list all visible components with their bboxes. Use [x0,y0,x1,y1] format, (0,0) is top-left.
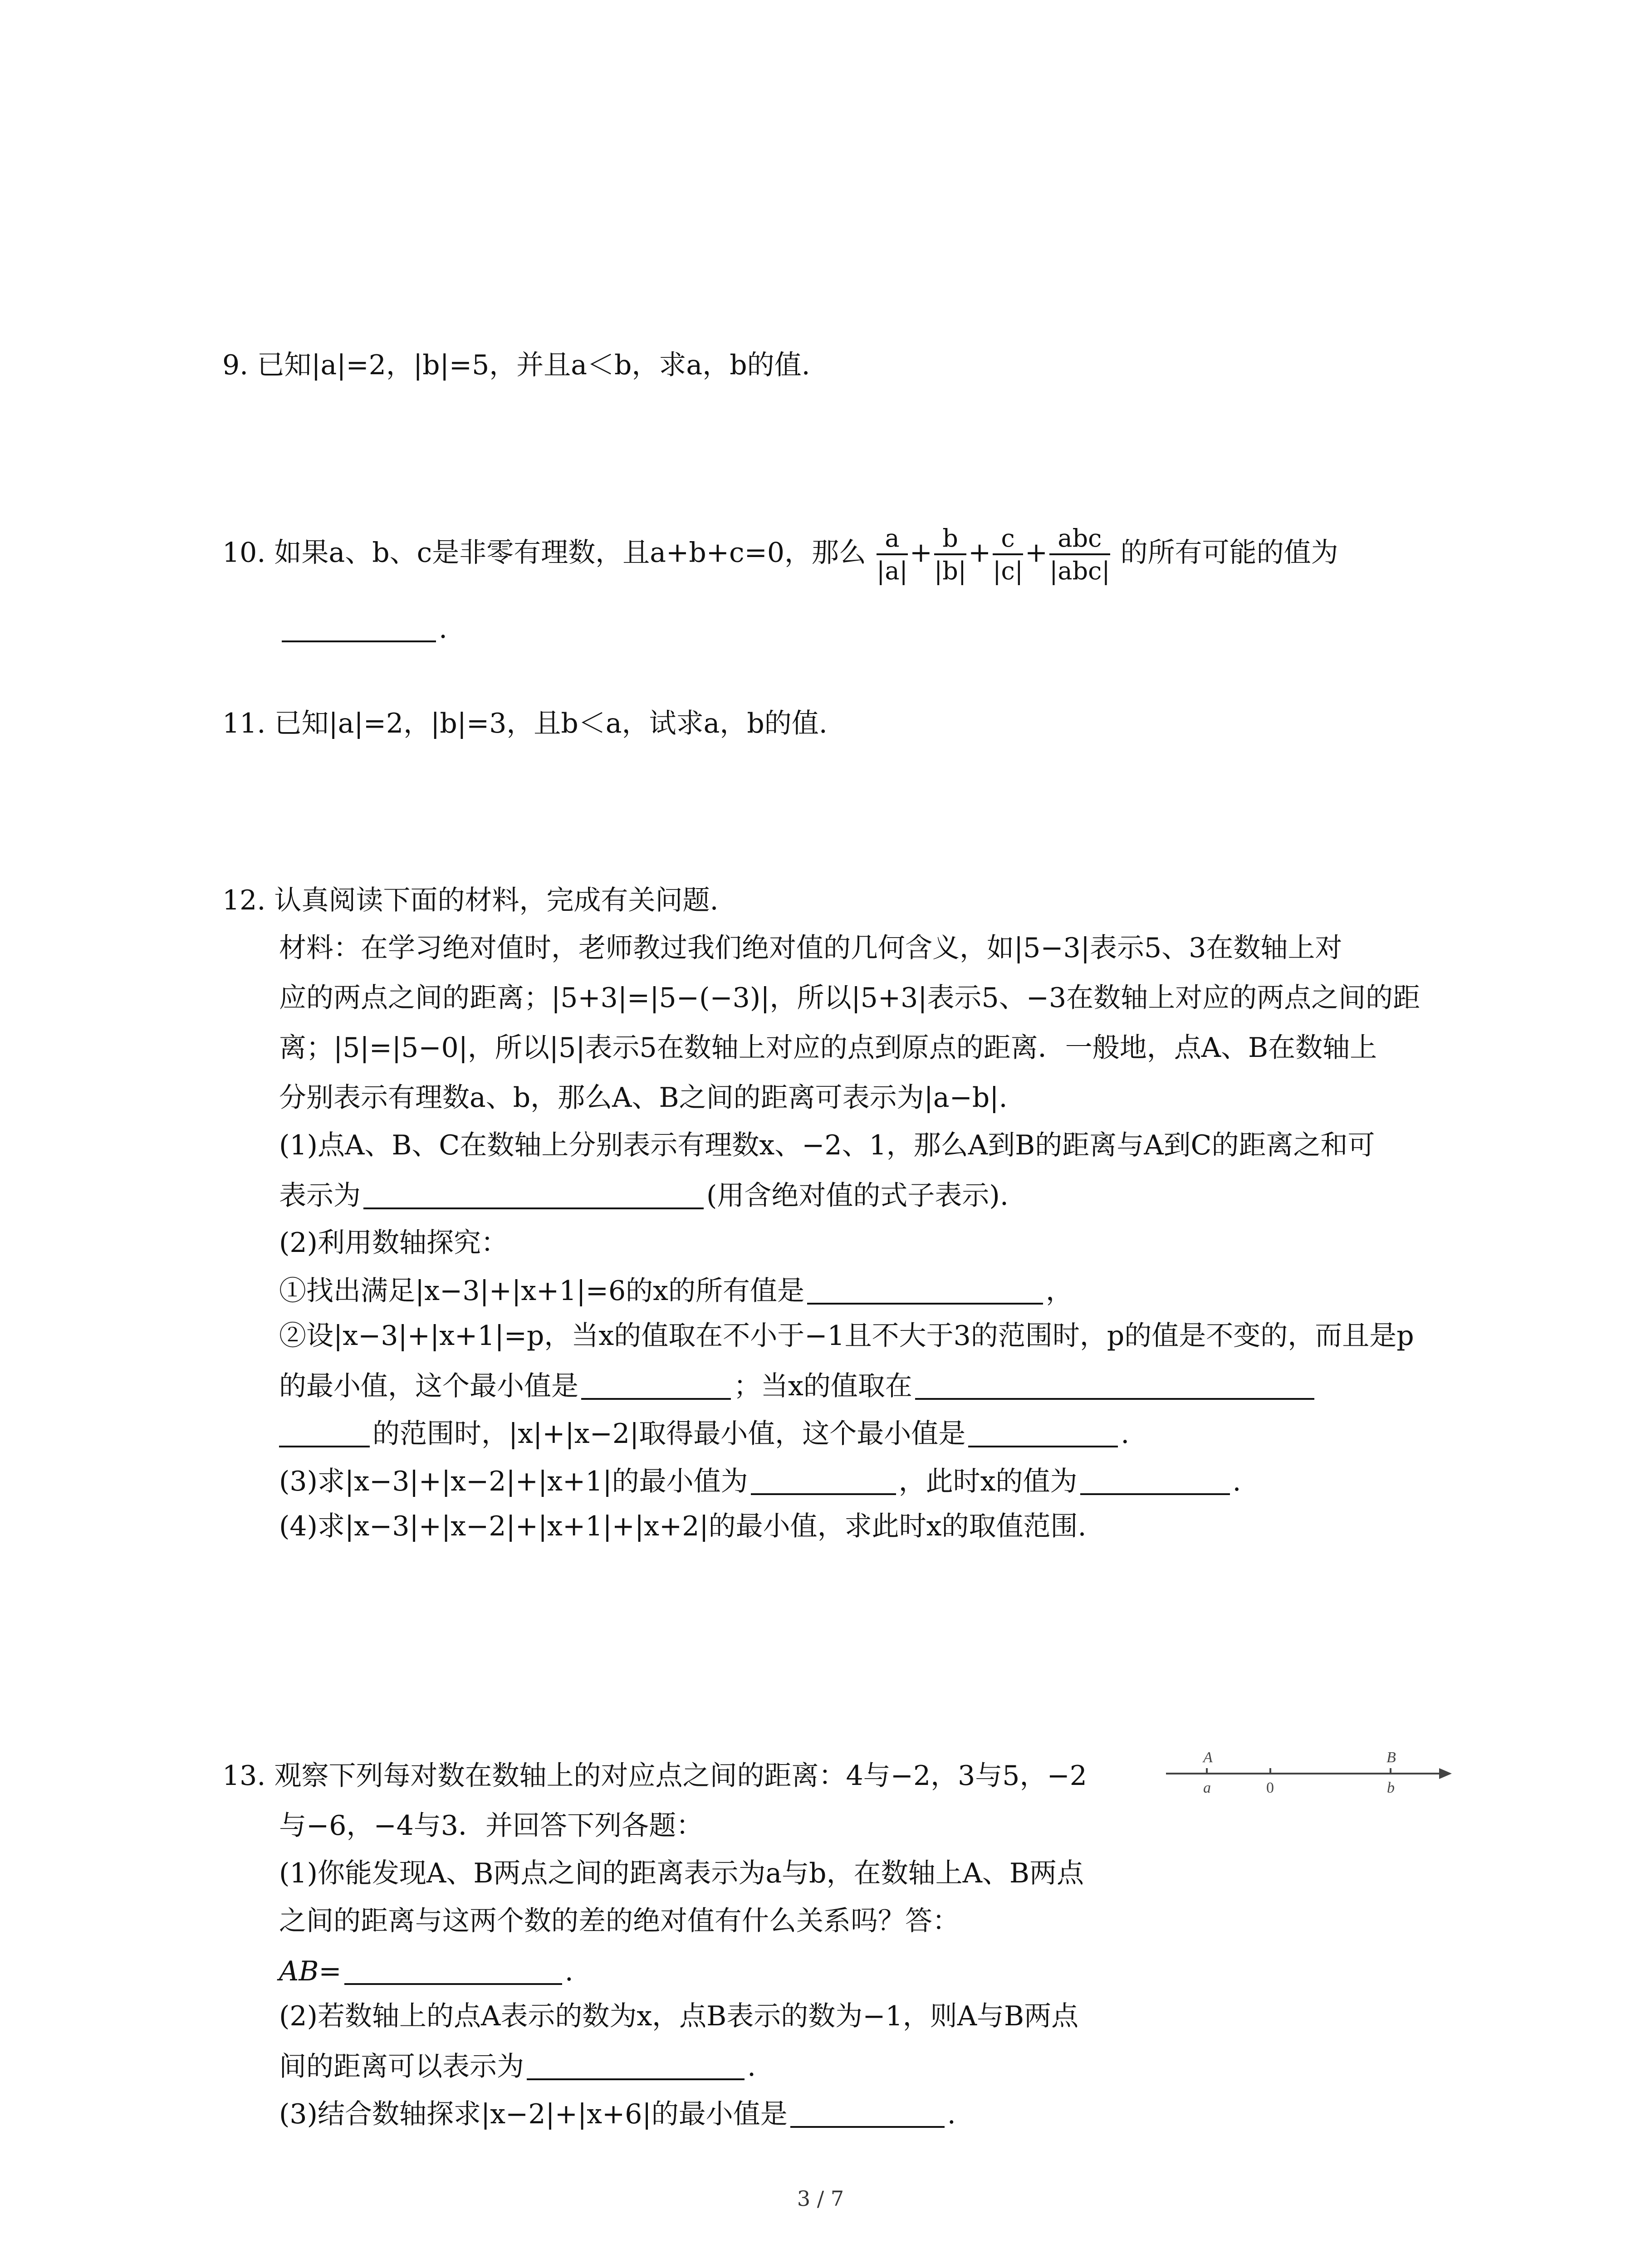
q13-part1: (1)你能发现A、B两点之间的距离表示为a与b，在数轴上A、B两点 [279,1857,1084,1889]
q12-part2-2: ②设|x−3|+|x+1|=p，当x的值取在不小于−1且不大于3的范围时，p的值是不变的，而且是p [279,1320,1414,1352]
q10-suffix: 的所有可能的值为 [1120,537,1338,569]
answer-blank[interactable] [363,1179,704,1209]
q12-material-line: 分别表示有理数a、b，那么A、B之间的距离可表示为|a−b|. [279,1082,1008,1114]
answer-blank[interactable] [581,1370,731,1400]
fraction-b: $\frac{b}{|b|}$ [934,524,966,585]
q13-part2: (2)若数轴上的点A表示的数为x，点B表示的数为−1，则A与B两点 [279,2000,1079,2032]
number-line-figure [1161,1742,1456,1805]
q13-line: 之间的距离与这两个数的差的绝对值有什么关系吗？答： [279,1905,960,1937]
question-11: 11. 已知|a|=2，|b|=3，且b＜a，试求a，b的值. [222,708,828,739]
answer-blank[interactable] [279,1418,370,1447]
q12-part3: (3)求|x−3|+|x−2|+|x+1|的最小值为 ，此时x的值为 . [279,1466,1241,1497]
answer-blank[interactable] [968,1418,1118,1447]
label-a: a [1203,1779,1211,1796]
answer-blank[interactable] [282,612,436,642]
plus: + [968,537,991,569]
q12-part1: (1)点A、B、C在数轴上分别表示有理数x、−2、1，那么A到B的距离与A到C的距离之和可 [279,1129,1375,1161]
answer-blank[interactable] [790,2098,945,2128]
fraction-a: $\frac{a}{|a|}$ [877,524,908,585]
answer-blank[interactable] [527,2050,745,2080]
q10-answer-line: . [279,612,447,642]
q12-part2-1: ①找出满足|x−3|+|x+1|=6的x的所有值是 ， [279,1275,1073,1307]
page-number: 3 / 7 [797,2186,844,2211]
q13-part1-answer: AB= . [279,1955,573,1987]
q12-part2: (2)利用数轴探究： [279,1227,508,1259]
q13-part3: (3)结合数轴探求|x−2|+|x+6|的最小值是 . [279,2098,956,2130]
label-A: A [1203,1749,1213,1766]
arrow-head-icon [1439,1768,1452,1779]
question-9: 9. 已知|a|=2，|b|=5，并且a＜b，求a，b的值. [222,349,810,381]
label-0: 0 [1266,1779,1274,1796]
q13-part2-answer: 间的距离可以表示为 . [279,2051,756,2082]
q12-part4: (4)求|x−3|+|x−2|+|x+1|+|x+2|的最小值，求此时x的取值范围. [279,1510,1087,1542]
q12-part2-2-c: 的范围时，|x|+|x−2|取得最小值，这个最小值是 . [279,1418,1129,1447]
plus: + [909,537,933,569]
q12-part1-answer: 表示为 (用含绝对值的式子表示). [279,1180,1009,1212]
answer-blank[interactable] [807,1275,1043,1305]
label-B: B [1386,1749,1396,1766]
question-13: 13. 观察下列每对数在数轴上的对应点之间的距离：4与−2，3与5，−2 [222,1760,1087,1792]
fraction-abc: $\frac{\text{abc}}{\text{|abc|}}$ [1049,524,1110,585]
q12-part2-2-b: 的最小值，这个最小值是 ；当x的值取在 [279,1370,1317,1400]
fraction-c: $\frac{c}{|c|}$ [993,524,1023,585]
question-10 [222,526,1338,583]
q12-material-line: 离；|5|=|5−0|，所以|5|表示5在数轴上对应的点到原点的距离．一般地，点A、B在数轴上 [279,1032,1377,1064]
answer-blank[interactable] [915,1370,1314,1400]
answer-blank[interactable] [751,1465,896,1495]
q12-material-line: 材料：在学习绝对值时，老师教过我们绝对值的几何含义，如|5−3|表示5、3在数轴上对 [279,932,1342,964]
q13-line: 与−6，−4与3．并回答下列各题： [279,1810,704,1842]
plus: + [1024,537,1048,569]
answer-blank[interactable] [1080,1465,1230,1495]
question-12-title: 12. 认真阅读下面的材料，完成有关问题. [222,885,719,916]
label-b: b [1387,1779,1395,1796]
q12-material-line: 应的两点之间的距离；|5+3|=|5−(−3)|，所以|5+3|表示5、−3在数轴上对应的两点之间的距 [279,982,1421,1014]
q10-prefix: 10. 如果a、b、c是非零有理数，且a+b+c=0，那么 [222,537,867,569]
answer-blank[interactable] [344,1955,562,1985]
